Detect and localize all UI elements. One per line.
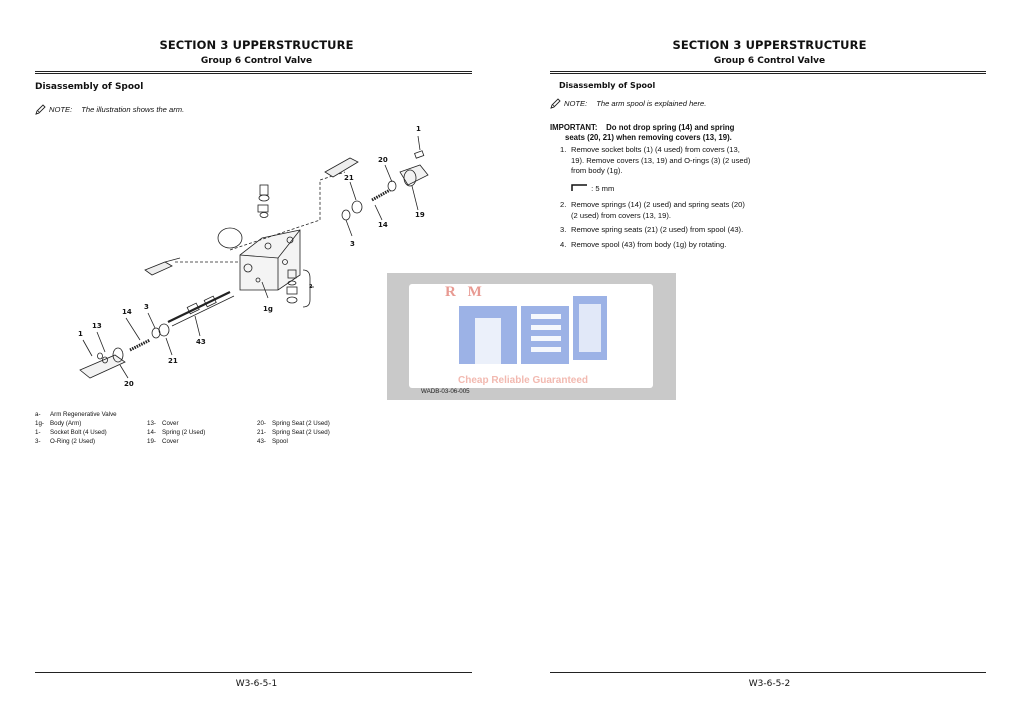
- page-heading: Disassembly of Spool: [35, 82, 144, 92]
- header-rule: [550, 71, 986, 74]
- figure-code: WADB-03-06-005: [421, 388, 470, 395]
- legend-item: 20- Spring Seat (2 Used): [257, 420, 330, 427]
- callout-label: 14: [378, 221, 388, 229]
- page-heading: Disassembly of Spool: [559, 81, 656, 90]
- hex-wrench-icon: [571, 184, 589, 192]
- callout-label: 2: [309, 284, 313, 290]
- legend-item: 3- O-Ring (2 Used): [35, 438, 96, 445]
- pencil-icon: [550, 98, 561, 109]
- callout-label: 13: [92, 322, 102, 330]
- legend-item: 19- Cover: [147, 438, 179, 445]
- callout-label: 1g: [263, 305, 273, 313]
- legend-item: 1- Socket Bolt (4 Used): [35, 429, 107, 436]
- important-line: Do not drop spring (14) and spring: [606, 123, 735, 132]
- important-label: IMPORTANT:: [550, 123, 598, 132]
- important-notice: [550, 123, 734, 143]
- watermark-tagline: Cheap Reliable Guaranteed: [458, 375, 589, 386]
- legend-item: 14- Spring (2 Used): [147, 429, 206, 436]
- callout-label: 14: [122, 308, 132, 316]
- callout-label: 21: [168, 357, 178, 365]
- callout-label: 20: [378, 156, 388, 164]
- legend-item: 21- Spring Seat (2 Used): [257, 429, 330, 436]
- watermark-brand: R M: [445, 284, 486, 300]
- wrench-size: : 5 mm: [571, 184, 771, 196]
- callout-label: 43: [196, 338, 206, 346]
- legend-item: 1g- Body (Arm): [35, 420, 82, 427]
- important-line: seats (20, 21) when removing covers (13, 19).: [565, 133, 732, 142]
- callout-label: 19: [415, 211, 425, 219]
- callout-label: 3: [144, 303, 149, 311]
- page-number: W3-6-5-1: [235, 679, 278, 689]
- callout-label: 21: [344, 174, 354, 182]
- note-text: The illustration shows the arm.: [81, 105, 185, 114]
- legend-item: 13- Cover: [147, 420, 179, 427]
- legend-item: 43- Spool: [257, 438, 288, 445]
- note-text: The arm spool is explained here.: [596, 99, 707, 108]
- note: [550, 98, 706, 109]
- group-title: Group 6 Control Valve: [200, 56, 313, 66]
- callout-label: 3: [350, 240, 355, 248]
- section-title: SECTION 3 UPPERSTRUCTURE: [672, 38, 867, 52]
- callout-label: 1: [416, 125, 421, 133]
- group-title: Group 6 Control Valve: [713, 56, 826, 66]
- legend-item: a- Arm Regenerative Valve: [35, 411, 117, 418]
- note-label: NOTE:: [49, 105, 73, 114]
- footer-rule: [35, 672, 472, 673]
- footer-rule: [550, 672, 986, 673]
- watermark-logo-icon: [455, 292, 615, 370]
- section-title: SECTION 3 UPPERSTRUCTURE: [159, 38, 354, 52]
- note-label: NOTE:: [564, 99, 588, 108]
- callout-label: 20: [124, 380, 134, 388]
- callout-label: 1: [78, 330, 83, 338]
- page-number: W3-6-5-2: [748, 679, 791, 689]
